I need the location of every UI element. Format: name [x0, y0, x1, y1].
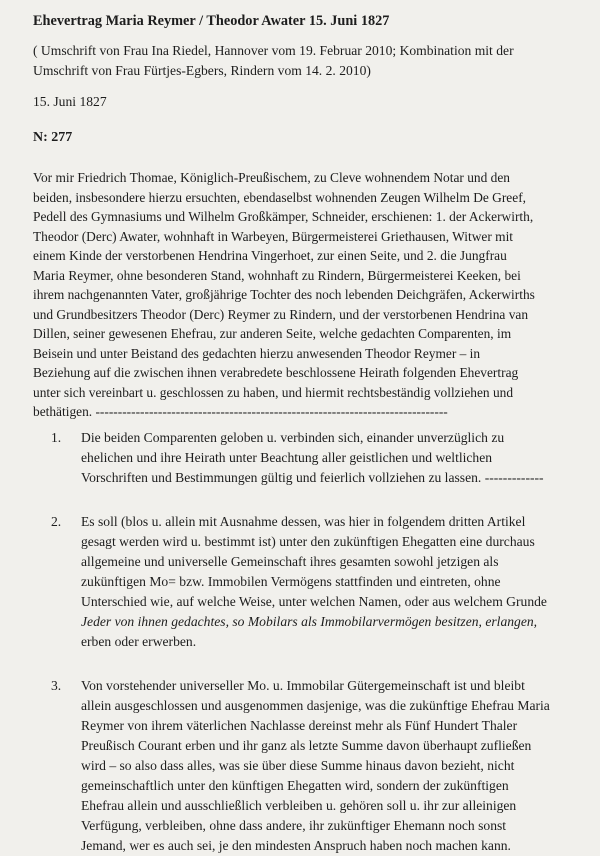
article-number: 2. — [51, 514, 62, 529]
article-line: Reymer von ihrem väterlichen Nachlasse dereinst mehr als Fünf Hundert Thaler — [81, 718, 518, 733]
body-line: Theodor (Derc) Awater, wohnhaft in Warbeyen, Bürgermeisterei Griethausen, Witwer mit — [33, 228, 514, 244]
body-line: Beziehung auf die zwischen ihnen verabredete beschlossene Heirath folgenden Ehevertrag — [33, 365, 519, 380]
article-line: gemeinschaftlich unter den künftigen Ehegatten wird, sondern der zukünftigen — [81, 778, 509, 793]
document-title: Ehevertrag Maria Reymer / Theodor Awater 15. Juni 1827 — [33, 13, 390, 29]
body-line: Beisein und unter Beistand des gedachten hierzu anwesenden Theodor Reymer – in — [33, 345, 481, 361]
article-number: 3. — [51, 678, 62, 693]
article-line-italic — [81, 612, 591, 632]
body-line: bethätigen. ------------------------------------------------------------------------------- — [33, 404, 448, 419]
article-line: allgemeine und universelle Gemeinschaft ihres gesamten sowohl jetzigen als — [81, 554, 499, 569]
article-line: zukünftigen Mo= bzw. Immobilen Vermögens stattfinden und eintreten, ohne — [81, 574, 501, 589]
transcription-note — [33, 41, 595, 81]
body-line: Pedell des Gymnasiums und Wilhelm Großkämper, Schneider, erschienen: 1. der Ackerwirth, — [33, 209, 534, 224]
article-1 — [51, 428, 591, 488]
article-3 — [51, 676, 591, 856]
article-line: Die beiden Comparenten geloben u. verbinden sich, einander unverzüglich zu — [81, 430, 505, 445]
transcription-note-line: ( Umschrift von Frau Ina Riedel, Hannover vom 19. Februar 2010; Kombination mit der — [33, 43, 514, 58]
document-date: 15. Juni 1827 — [33, 94, 107, 109]
article-line: Verfügung, verbleiben, ohne dass andere, ihr zukünftiger Ehemann noch sonst — [81, 818, 507, 833]
article-line: Preußisch Courant erben und ihr ganz als letzte Summe davon überhaupt zufließen — [81, 738, 532, 753]
article-line: erben oder erwerben. — [81, 634, 197, 649]
article-line: Unterschied wie, auf welche Weise, unter welchen Namen, oder aus welchem Grunde — [81, 594, 547, 609]
article-line: ehelichen und ihre Heirath unter Beachtung aller geistlichen und weltlichen — [81, 450, 493, 465]
article-line: gesagt werden wird u. bestimmt ist) unter den zukünftigen Ehegatten eine durchaus — [81, 534, 535, 549]
body-line: unter sich vereinbart u. geschlossen zu haben, und hiermit rechtsbeständig vollziehen und — [33, 384, 514, 400]
body-line: Maria Reymer, ohne besonderen Stand, wohnhaft zu Rindern, Bürgermeisterei Keeken, bei — [33, 267, 521, 283]
article-number: 1. — [51, 430, 62, 445]
document-number: N: 277 — [33, 130, 73, 145]
article-line: Jemand, wer es auch sei, je den mindesten Anspruch haben noch machen kann. — [81, 838, 511, 853]
body-line: ihrem nachgenannten Vater, großjährige Tochter des noch lebenden Deichgräfen, Ackerwirths — [33, 287, 535, 302]
body-line: Dillen, seiner gewesenen Ehefrau, zur anderen Seite, welche gedachten Comparenten, im — [33, 326, 512, 341]
article-2 — [51, 512, 591, 652]
body-line: und Grundbesitzers Theodor (Derc) Reymer zu Rindern, und der verstorbenen Hendrina van — [33, 306, 529, 322]
body-line: einem Kinde der verstorbenen Hendrina Vingerhoet, zur einen Seite, und 2. die Jungfrau — [33, 248, 507, 263]
preamble-paragraph — [33, 168, 593, 422]
article-line: Von vorstehender universeller Mo. u. Immobilar Gütergemeinschaft ist und bleibt — [81, 678, 525, 693]
transcription-note-line: Umschrift von Frau Fürtjes-Egbers, Rindern vom 14. 2. 2010) — [33, 63, 371, 78]
body-line: beiden, insbesondere hierzu ersuchten, ebendaselbst wohnenden Zeugen Wilhelm De Greef, — [33, 189, 527, 205]
article-line: Vorschriften und Bestimmungen gültig und feierlich vollziehen zu lassen. ------------- — [81, 470, 544, 485]
article-line: allein ausgeschlossen und ausgenommen dasjenige, was die zukünftige Ehefrau Maria — [81, 698, 550, 713]
body-line: Vor mir Friedrich Thomae, Königlich-Preußischem, zu Cleve wohnendem Notar und den — [33, 170, 510, 185]
italic-text: Jeder von ihnen gedachtes, so Mobilars als Immobilarvermögen besitzen, erlangen, — [81, 614, 538, 629]
article-line: wird – so also dass alles, was sie über diese Summe hinaus davon bezieht, nicht — [81, 758, 515, 773]
article-line: Es soll (blos u. allein mit Ausnahme dessen, was hier in folgendem dritten Artikel — [81, 514, 526, 529]
article-line: Ehefrau allein und ausschließlich verbleiben u. gehören soll u. ihr zur alleinigen — [81, 798, 517, 813]
